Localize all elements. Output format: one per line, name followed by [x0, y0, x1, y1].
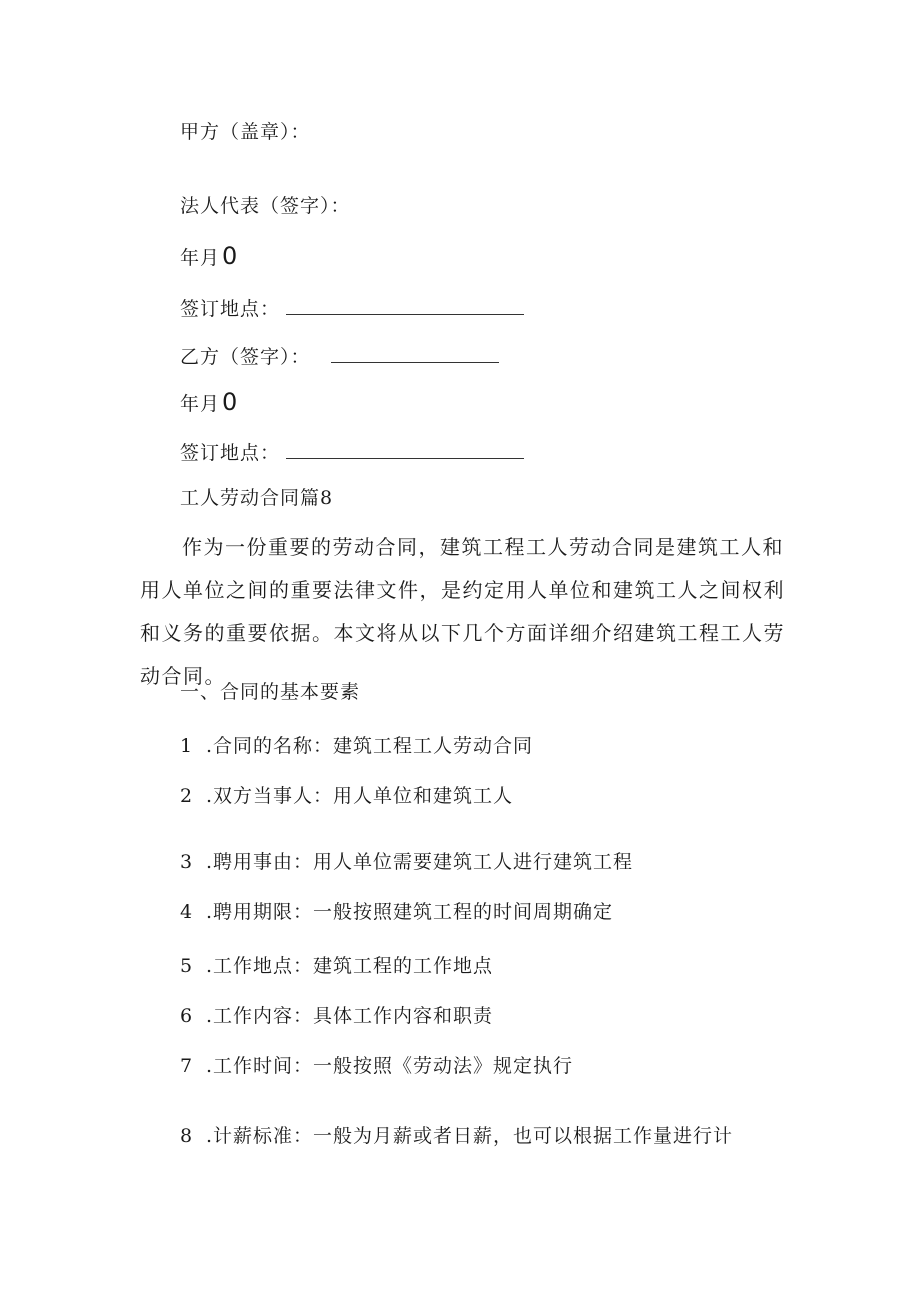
- list-item: [180, 954, 493, 978]
- sign-place-blank-1: [286, 296, 524, 315]
- legal-rep-label: 法人代表（签字）：: [180, 195, 351, 217]
- list-item-number: 8: [180, 1125, 194, 1147]
- subheading: 一、合同的基本要素: [180, 681, 361, 703]
- list-item-text: .聘用期限：一般按照建筑工程的时间周期确定: [206, 901, 614, 923]
- list-item-text: .工作内容：具体工作内容和职责: [206, 1005, 494, 1027]
- date-line-1: [180, 244, 238, 270]
- list-item-text: .合同的名称：建筑工程工人劳动合同: [206, 735, 534, 757]
- date-label-1: 年月: [180, 247, 221, 269]
- list-item: [180, 784, 513, 808]
- sign-place-label-2: 签订地点：: [180, 442, 281, 464]
- list-item: [180, 1124, 733, 1148]
- list-item-number: 3: [180, 851, 194, 873]
- section-heading: 工人劳动合同篇8: [180, 487, 334, 509]
- party-b-blank: [331, 344, 499, 363]
- sign-place-line-2: [180, 440, 524, 465]
- party-b-line: [180, 344, 499, 369]
- date-value-1: 0: [222, 242, 239, 270]
- list-item: [180, 1054, 573, 1078]
- party-a-label: 甲方（盖章）：: [180, 121, 311, 143]
- intro-paragraph: 作为一份重要的劳动合同，建筑工程工人劳动合同是建筑工人和用人单位之间的重要法律文件，是约定用人单位和建筑工人之间权利和义务的重要依据。本文将从以下几个方面详细介绍建筑工程工人劳动合同。: [140, 535, 785, 688]
- list-item-text: .工作地点：建筑工程的工作地点: [206, 955, 494, 977]
- list-item-number: 7: [180, 1055, 194, 1077]
- list-item-text: .计薪标准：一般为月薪或者日薪，也可以根据工作量进行计: [206, 1125, 734, 1147]
- list-item: [180, 850, 633, 874]
- list-item: [180, 1004, 493, 1028]
- list-item-number: 6: [180, 1005, 194, 1027]
- list-item-text: .双方当事人：用人单位和建筑工人: [206, 785, 514, 807]
- list-item-number: 2: [180, 785, 194, 807]
- sign-place-label-1: 签订地点：: [180, 298, 281, 320]
- list-item-number: 5: [180, 955, 194, 977]
- party-b-label: 乙方（签字）：: [180, 346, 311, 368]
- list-item: [180, 734, 533, 758]
- date-line-2: [180, 390, 238, 416]
- date-label-2: 年月: [180, 393, 221, 415]
- list-item-text: .工作时间：一般按照《劳动法》规定执行: [206, 1055, 574, 1077]
- sign-place-blank-2: [286, 440, 524, 459]
- date-value-2: 0: [222, 388, 239, 416]
- list-item: [180, 900, 613, 924]
- list-item-number: 1: [180, 735, 194, 757]
- list-item-text: .聘用事由：用人单位需要建筑工人进行建筑工程: [206, 851, 634, 873]
- list-item-number: 4: [180, 901, 194, 923]
- sign-place-line-1: [180, 296, 524, 321]
